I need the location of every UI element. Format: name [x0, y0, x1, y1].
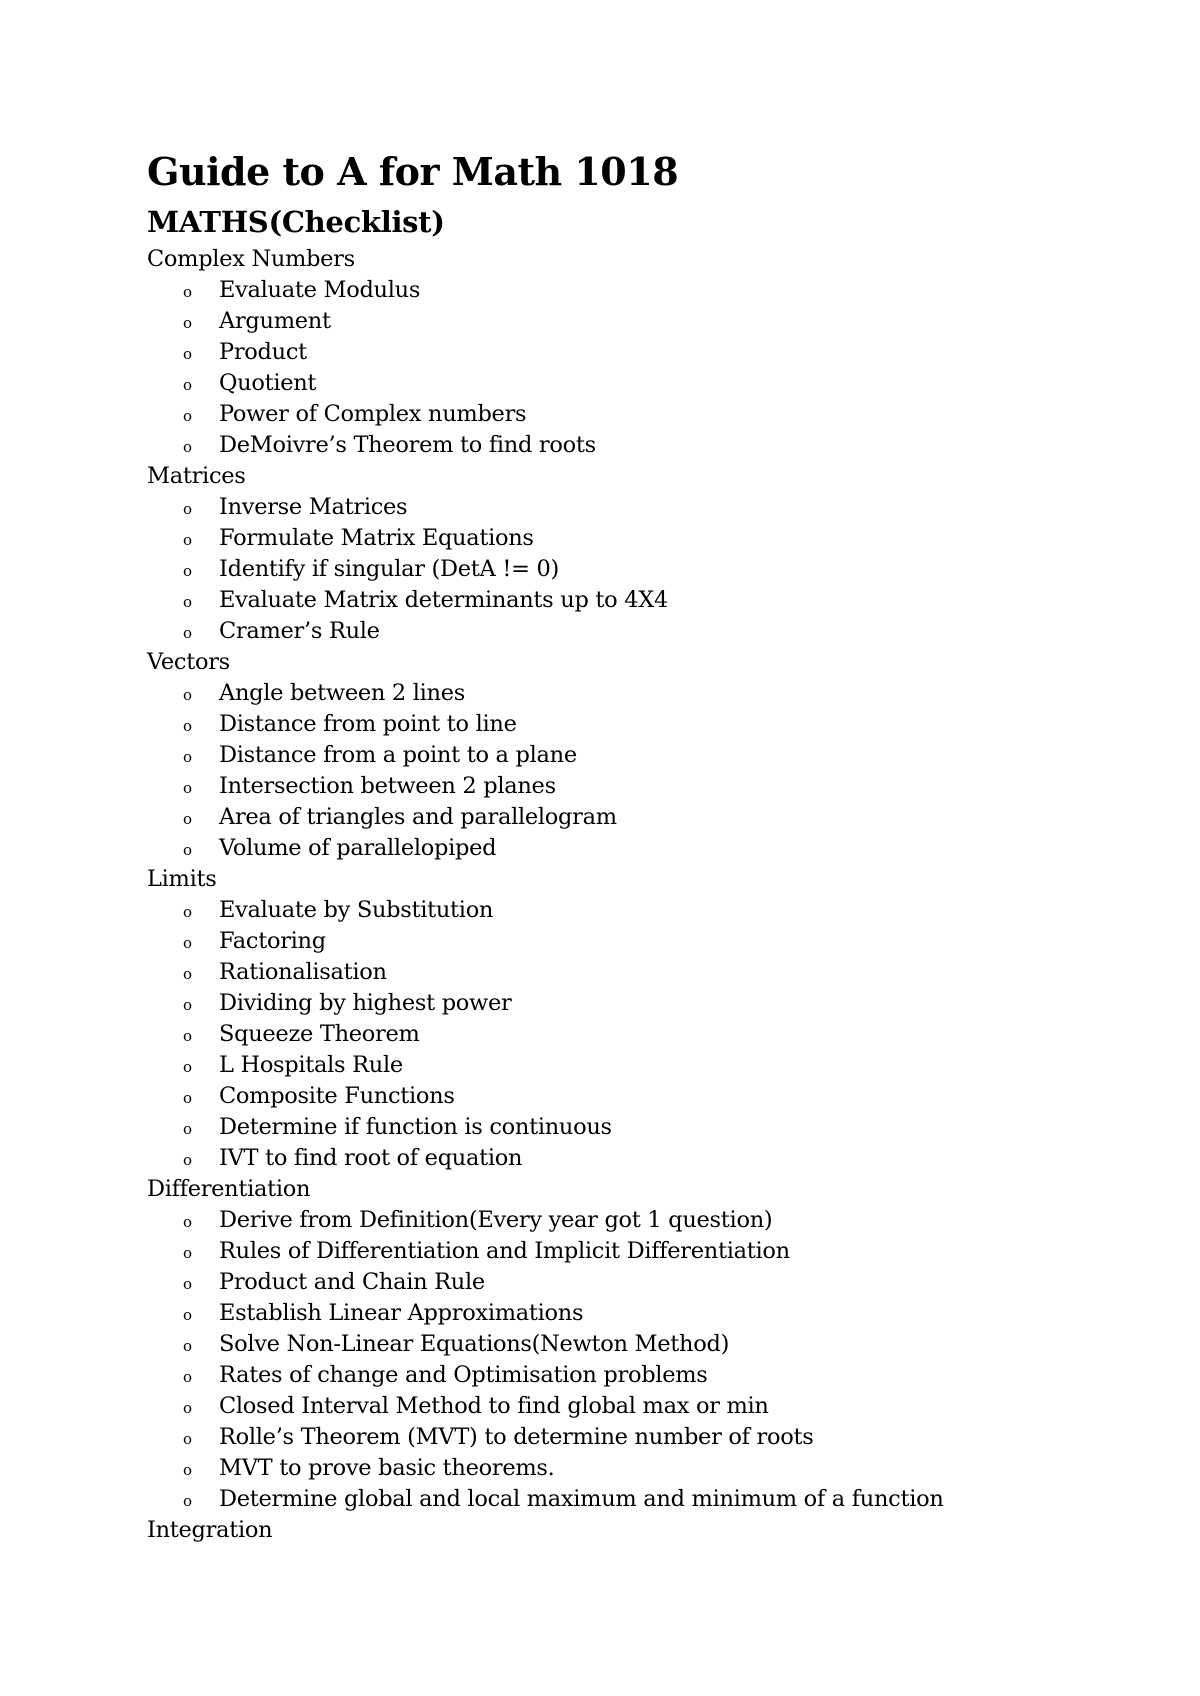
checklist-section	[147, 864, 1147, 1174]
list-item	[147, 926, 1147, 957]
hollow-bullet-icon: o	[183, 438, 192, 456]
hollow-bullet-icon: o	[183, 407, 192, 425]
list-item	[147, 1236, 1147, 1267]
list-item	[147, 1484, 1147, 1515]
list-item-text: Squeeze Theorem	[219, 1021, 420, 1047]
hollow-bullet-icon: o	[183, 1461, 192, 1479]
list-item-text: Volume of parallelopiped	[219, 835, 497, 861]
list-item-text: Closed Interval Method to find global max or min	[219, 1393, 769, 1419]
document-subtitle: MATHS(Checklist)	[147, 205, 445, 239]
hollow-bullet-icon: o	[183, 779, 192, 797]
hollow-bullet-icon: o	[183, 1089, 192, 1107]
hollow-bullet-icon: o	[183, 1368, 192, 1386]
list-item-text: Composite Functions	[219, 1083, 455, 1109]
section-item-list	[147, 895, 1147, 1174]
list-item-text: Product and Chain Rule	[219, 1269, 485, 1295]
list-item	[147, 740, 1147, 771]
list-item	[147, 1391, 1147, 1422]
section-heading: Limits	[147, 866, 217, 892]
list-item	[147, 1112, 1147, 1143]
list-item	[147, 1453, 1147, 1484]
hollow-bullet-icon: o	[183, 748, 192, 766]
list-item	[147, 1267, 1147, 1298]
list-item-text: Product	[219, 339, 307, 365]
list-item	[147, 399, 1147, 430]
hollow-bullet-icon: o	[183, 345, 192, 363]
hollow-bullet-icon: o	[183, 841, 192, 859]
list-item	[147, 1329, 1147, 1360]
hollow-bullet-icon: o	[183, 1337, 192, 1355]
list-item-text: Evaluate Modulus	[219, 277, 421, 303]
section-item-list	[147, 275, 1147, 461]
section-heading: Integration	[147, 1517, 273, 1543]
hollow-bullet-icon: o	[183, 376, 192, 394]
section-item-list	[147, 1205, 1147, 1515]
hollow-bullet-icon: o	[183, 934, 192, 952]
list-item-text: Identify if singular (DetA != 0)	[219, 556, 559, 582]
hollow-bullet-icon: o	[183, 1151, 192, 1169]
hollow-bullet-icon: o	[183, 1120, 192, 1138]
list-item-text: Determine global and local maximum and minimum of a function	[219, 1486, 944, 1512]
list-item	[147, 275, 1147, 306]
section-heading: Vectors	[147, 649, 230, 675]
hollow-bullet-icon: o	[183, 1492, 192, 1510]
hollow-bullet-icon: o	[183, 1399, 192, 1417]
list-item	[147, 957, 1147, 988]
section-heading: Complex Numbers	[147, 246, 355, 272]
list-item-text: Establish Linear Approximations	[219, 1300, 584, 1326]
list-item	[147, 585, 1147, 616]
list-item-text: L Hospitals Rule	[219, 1052, 403, 1078]
hollow-bullet-icon: o	[183, 903, 192, 921]
list-item	[147, 709, 1147, 740]
list-item-text: Argument	[219, 308, 331, 334]
list-item-text: DeMoivre’s Theorem to find roots	[219, 432, 596, 458]
section-heading: Matrices	[147, 463, 246, 489]
hollow-bullet-icon: o	[183, 1430, 192, 1448]
list-item-text: Rationalisation	[219, 959, 387, 985]
list-item-text: Intersection between 2 planes	[219, 773, 556, 799]
list-item-text: Formulate Matrix Equations	[219, 525, 534, 551]
list-item-text: Derive from Definition(Every year got 1 question)	[219, 1207, 773, 1233]
list-item	[147, 368, 1147, 399]
list-item	[147, 895, 1147, 926]
list-item	[147, 1081, 1147, 1112]
list-item-text: Dividing by highest power	[219, 990, 512, 1016]
list-item-text: Evaluate by Substitution	[219, 897, 494, 923]
list-item-text: Angle between 2 lines	[219, 680, 466, 706]
hollow-bullet-icon: o	[183, 624, 192, 642]
list-item-text: Area of triangles and parallelogram	[219, 804, 617, 830]
list-item	[147, 523, 1147, 554]
section-heading: Differentiation	[147, 1176, 311, 1202]
hollow-bullet-icon: o	[183, 500, 192, 518]
list-item-text: Rates of change and Optimisation problems	[219, 1362, 708, 1388]
list-item-text: Factoring	[219, 928, 326, 954]
hollow-bullet-icon: o	[183, 593, 192, 611]
hollow-bullet-icon: o	[183, 1213, 192, 1231]
checklist-section	[147, 1515, 1147, 1546]
hollow-bullet-icon: o	[183, 1027, 192, 1045]
list-item	[147, 802, 1147, 833]
list-item	[147, 771, 1147, 802]
list-item	[147, 1050, 1147, 1081]
list-item	[147, 1143, 1147, 1174]
list-item	[147, 430, 1147, 461]
document-title: Guide to A for Math 1018	[147, 149, 679, 194]
list-item	[147, 1298, 1147, 1329]
list-item-text: IVT to find root of equation	[219, 1145, 523, 1171]
hollow-bullet-icon: o	[183, 562, 192, 580]
document-page	[147, 148, 1147, 1546]
hollow-bullet-icon: o	[183, 1058, 192, 1076]
hollow-bullet-icon: o	[183, 686, 192, 704]
list-item	[147, 1205, 1147, 1236]
list-item	[147, 1360, 1147, 1391]
section-item-list	[147, 678, 1147, 864]
section-item-list	[147, 492, 1147, 647]
hollow-bullet-icon: o	[183, 810, 192, 828]
list-item	[147, 988, 1147, 1019]
hollow-bullet-icon: o	[183, 1244, 192, 1262]
list-item	[147, 833, 1147, 864]
list-item-text: Rolle’s Theorem (MVT) to determine number of roots	[219, 1424, 814, 1450]
list-item-text: Determine if function is continuous	[219, 1114, 612, 1140]
checklist-section	[147, 1174, 1147, 1515]
hollow-bullet-icon: o	[183, 1275, 192, 1293]
hollow-bullet-icon: o	[183, 965, 192, 983]
list-item-text: MVT to prove basic theorems.	[219, 1455, 555, 1481]
list-item-text: Solve Non-Linear Equations(Newton Method)	[219, 1331, 730, 1357]
list-item	[147, 306, 1147, 337]
list-item-text: Cramer’s Rule	[219, 618, 380, 644]
hollow-bullet-icon: o	[183, 717, 192, 735]
list-item	[147, 1422, 1147, 1453]
hollow-bullet-icon: o	[183, 283, 192, 301]
hollow-bullet-icon: o	[183, 996, 192, 1014]
list-item-text: Inverse Matrices	[219, 494, 408, 520]
hollow-bullet-icon: o	[183, 531, 192, 549]
checklist-section	[147, 647, 1147, 864]
list-item-text: Distance from point to line	[219, 711, 517, 737]
checklist-section	[147, 244, 1147, 461]
list-item-text: Rules of Differentiation and Implicit Differentiation	[219, 1238, 790, 1264]
hollow-bullet-icon: o	[183, 1306, 192, 1324]
list-item	[147, 616, 1147, 647]
hollow-bullet-icon: o	[183, 314, 192, 332]
list-item	[147, 492, 1147, 523]
checklist-section	[147, 461, 1147, 647]
list-item	[147, 337, 1147, 368]
checklist-sections	[147, 244, 1147, 1546]
list-item-text: Power of Complex numbers	[219, 401, 527, 427]
list-item	[147, 554, 1147, 585]
list-item	[147, 1019, 1147, 1050]
list-item-text: Evaluate Matrix determinants up to 4X4	[219, 587, 668, 613]
list-item-text: Quotient	[219, 370, 317, 396]
list-item	[147, 678, 1147, 709]
list-item-text: Distance from a point to a plane	[219, 742, 577, 768]
